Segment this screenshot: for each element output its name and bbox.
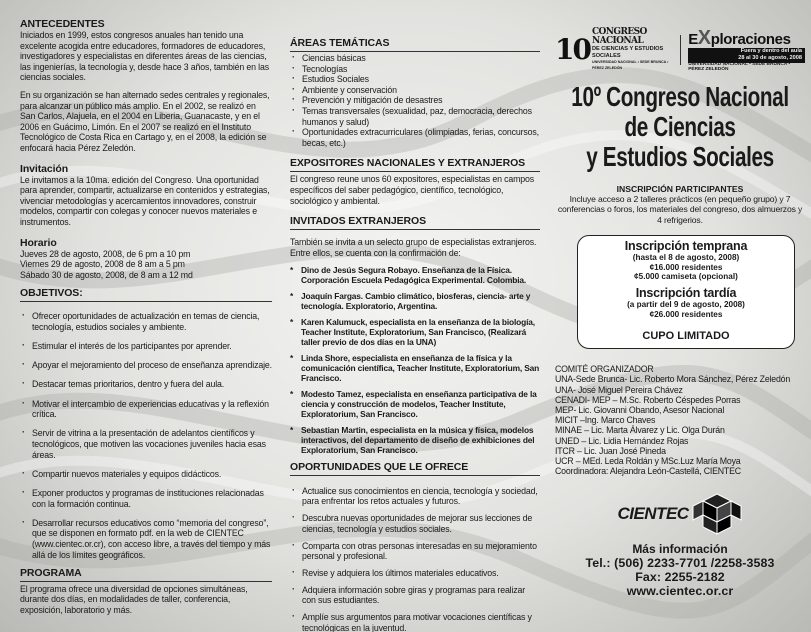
congreso-logo <box>555 28 673 72</box>
exploraciones-logo-text: ploraciones <box>710 30 791 48</box>
exploraciones-logo-e: E <box>688 30 698 48</box>
list-item: * Sebastian Martin, especialista en la música y física, modelos interactivos, del departamento de diseño de exhibiciones del Exploratorium, San Francisco. <box>290 425 540 455</box>
camiseta-price: ¢5.000 camiseta (opcional) <box>634 272 738 282</box>
comite-line: COMITÉ ORGANIZADOR <box>555 364 654 375</box>
cientec-logo-text: CIENTEC <box>617 504 689 524</box>
exploraciones-logo-sub: UNIVERSIDAD NACIONAL • SEDE BRUNCA • PÉREZ ZELEDÓN <box>688 61 791 72</box>
comite-line: UNA-Sede Brunca- Lic. Roberto Mora Sánchez, Pérez Zeledón <box>555 374 791 385</box>
temprana-price: ¢16.000 residentes <box>649 262 723 272</box>
horario-line: Sábado 30 de agosto, 2008, de 8 am a 12 md <box>20 269 193 280</box>
list-item: · Temas transversales (sexualidad, paz, democracia, derechos humanos y salud) <box>290 106 540 127</box>
pricing-box <box>577 235 795 349</box>
cientec-cube-icon <box>691 492 743 536</box>
comite-line: CENADI- MEP – M.Sc. Roberto Céspedes Porras <box>555 394 741 405</box>
tardia-dates: (a partir del 9 de agosto, 2008) <box>627 300 745 309</box>
title-line: de Ciencias <box>624 111 736 142</box>
cupo-limitado: CUPO LIMITADO <box>642 330 730 343</box>
list-item: · Ambiente y conservación <box>290 85 540 96</box>
horario-line: Jueves 28 de agosto, 2008, de 6 pm a 10 pm <box>20 248 191 259</box>
list-item: * Joaquín Fargas. Cambio climático, biosferas, ciencia- arte y tecnología. Exploratorio, Argentina. <box>290 291 540 311</box>
list-item: · Oportunidades extracurriculares (olimpiadas, ferias, concursos, becas, etc.) <box>290 127 540 148</box>
contact-phone: Tel.: (506) 2233-7701 /2258-3583 <box>585 556 775 571</box>
list-item: * Dino de Jesús Segura Robayo. Enseñanza de la Física. Corporación Escuela Pedagógica Experimental. Colombia. <box>290 265 540 285</box>
cientec-logo <box>555 492 805 536</box>
invitacion-text: Le invitamos a la 10ma. edición del Congreso. Una oportunidad para aprender, compartir, actualizarse en contenidos y estrategias, vivenciar metodologías y acercamientos innovadores, construir modelos, compartir con colegas y conocer nuevos materiales e instrumentos. <box>20 174 270 227</box>
list-item: · Descubra nuevas oportunidades de mejorar sus lecciones de ciencias, tecnología y estudios sociales. <box>290 513 540 534</box>
exploraciones-logo-dates: 28 al 30 de agosto, 2008 <box>688 55 805 63</box>
areas-heading: ÁREAS TEMÁTICAS <box>290 37 540 52</box>
page-title <box>558 82 802 172</box>
inscripcion-heading: INSCRIPCIÓN PARTICIPANTES <box>616 184 744 194</box>
list-item: · Comparta con otras personas interesadas en su mejoramiento personal y profesional. <box>290 541 540 562</box>
right-column <box>555 0 805 632</box>
horario-heading: Horario <box>20 236 57 249</box>
list-item: * Modesto Tamez, especialista en enseñanza participativa de la ciencia y construcción de modelos, Teacher Institute, Exploratorium, San Francisco. <box>290 389 540 419</box>
logos-row <box>555 26 805 72</box>
congreso-logo-line1: CONGRESO NACIONAL <box>591 27 647 47</box>
list-item: · Revise y adquiera los últimos materiales educativos. <box>290 568 540 579</box>
contact-heading: Más información <box>632 542 728 557</box>
contact-website[interactable]: www.cientec.or.cr <box>626 584 734 599</box>
congreso-logo-line2: DE CIENCIAS Y ESTUDIOS SOCIALES <box>591 46 664 59</box>
antecedentes-paragraph-2: En su organización se han alternado sedes centrales y regionales, para alcanzar un público más amplio. En el 2002, se realizó en San Carlos, Alajuela, en el 2004 en Liberia, Guanacaste, y en el 2006 en Guácimo, Limón. En el 2007 se realizó en el Instituto Tecnológico de Costa Rica en Cartago y, en el 2008, la edición se enfocará hacia Pérez Zeledón. <box>20 89 270 153</box>
objetivos-list <box>20 311 272 560</box>
list-item: · Destacar temas prioritarios, dentro y fuera del aula. <box>20 379 272 390</box>
congreso-logo-number: 10 <box>555 33 590 66</box>
comite-line: MEP- Lic. Giovanni Obando, Asesor Nacional <box>555 405 725 415</box>
contact-fax: Fax: 2255-2182 <box>635 570 725 585</box>
temprana-heading: Inscripción temprana <box>624 239 748 254</box>
expositores-heading: EXPOSITORES NACIONALES Y EXTRANJEROS <box>290 157 540 172</box>
list-item: · Adquiera información sobre giras y programas para realizar con sus estudiantes. <box>290 585 540 606</box>
list-item: · Tecnologías <box>290 64 540 75</box>
list-item: * Karen Kalumuck, especialista en la enseñanza de la biología, Teacher Institute, Exploratorium, San Francisco, (Realizará taller previo de dos días en la UNA) <box>290 317 540 347</box>
programa-text: El programa ofrece una diversidad de opciones simultáneas, durante dos días, en modalidades de taller, conferencia, exposición, laboratorio y más. <box>20 583 248 615</box>
list-item: · Servir de vitrina a la presentación de adelantos científicos y tecnológicos, que motiven las vocaciones juveniles hacia esas áreas. <box>20 428 272 460</box>
comite-line: Coordinadora: Alejandra León-Castellá, CIENTEC <box>555 466 741 477</box>
expositores-text: El congreso reune unos 60 expositores, especialistas en campos específicos del saber pedagógico, científico, tecnológico, sociológico y ambiental. <box>290 174 535 206</box>
invitados-list <box>290 265 540 454</box>
list-item: · Desarrollar recursos educativos como “memoria del congreso”, que se disponen en formato pdf. en la web de CIENTEC (www.cientec.or.cr), con acceso libre, a través del tiempo y más allá de los límites geográficos. <box>20 518 272 560</box>
antecedentes-paragraph-1: Iniciados en 1999, estos congresos anuales han tenido una excelente acogida entre educadores, formadores de educadores, investigadores y especialistas en diferentes áreas de las ciencias, las ingenierías, la tecnología y, desde hace 3 años, también en las ciencias sociales. <box>20 30 269 83</box>
list-item: · Exponer productos y programas de instituciones relacionadas con la formación continua. <box>20 488 272 509</box>
title-line: 10º Congreso Nacional <box>571 81 789 112</box>
list-item: · Ciencias básicas <box>290 53 540 64</box>
comite-line: UNED – Lic. Lidia Hernández Rojas <box>555 435 689 446</box>
programa-heading: PROGRAMA <box>20 567 272 582</box>
objetivos-heading: OBJETIVOS: <box>20 287 272 302</box>
antecedentes-heading: ANTECEDENTES <box>20 18 105 30</box>
list-item: · Prevención y mitigación de desastres <box>290 95 540 106</box>
list-item: · Ofrecer oportunidades de actualización en temas de ciencia, tecnología, estudios sociales y ambiente. <box>20 311 272 332</box>
comite-line: UNA- José Miguel Pereira Chávez <box>555 384 683 395</box>
congreso-logo-line3: UNIVERSIDAD NACIONAL • SEDE BRUNCA • PÉREZ ZELEDÓN <box>591 60 669 71</box>
list-item: · Amplíe sus argumentos para motivar vocaciones científicas y tecnológicas en la juventud. <box>290 612 540 632</box>
tardia-price: ¢26.000 residentes <box>649 309 723 319</box>
middle-column <box>290 0 540 632</box>
oportunidades-list <box>290 486 540 632</box>
invitacion-heading: Invitación <box>20 162 69 175</box>
comite-line: MICIT –Ing. Marco Chaves <box>555 415 656 426</box>
comite-organizador <box>555 364 805 476</box>
title-line: y Estudios Sociales <box>586 141 774 172</box>
exploraciones-logo <box>688 28 805 73</box>
list-item: · Compartir nuevos materiales y equipos didácticos. <box>20 469 272 480</box>
inscripcion-text: Incluye acceso a 2 talleres prácticos (en pequeño grupo) y 7 conferencias o foros, los materiales del congreso, dos almuerzos y 4 refrigerios. <box>557 194 803 225</box>
temprana-dates: (hasta el 8 de agosto, 2008) <box>632 253 740 263</box>
list-item: · Apoyar el mejoramiento del proceso de enseñanza aprendizaje. <box>20 360 272 371</box>
horario-line: Viernes 29 de agosto, 2008 de 8 am a 5 pm <box>20 259 185 270</box>
list-item: · Estimular el interés de los participantes por aprender. <box>20 341 272 352</box>
invitados-intro: También se invita a un selecto grupo de especialistas extranjeros. Entre ellos, se cuenta con la confirmación de: <box>290 237 537 258</box>
areas-list <box>290 53 540 148</box>
invitados-heading: INVITADOS EXTRANJEROS <box>290 215 540 230</box>
contact-info <box>555 542 805 598</box>
list-item: · Estudios Sociales <box>290 74 540 85</box>
tardia-heading: Inscripción tardía <box>635 286 737 300</box>
comite-line: UCR – MEd. Leda Roldán y MSc.Luz María Moya <box>555 456 741 467</box>
left-column <box>20 0 272 632</box>
comite-line: MINAE – Lic. Marta Álvarez y Lic. Olga Durán <box>555 425 725 436</box>
list-item: · Motivar el intercambio de experiencias educativas y la reflexión crítica. <box>20 399 272 420</box>
logo-divider <box>680 35 681 65</box>
comite-line: ITCR – Lic. Juan José Pineda <box>555 445 666 456</box>
exploraciones-logo-tagline: Fuera y dentro del aula <box>688 48 805 56</box>
list-item: · Actualice sus conocimientos en ciencia, tecnología y sociedad, para enfrentar los retos actuales y futuros. <box>290 486 540 507</box>
exploraciones-logo-x: X <box>697 26 711 49</box>
oportunidades-heading: OPORTUNIDADES QUE LE OFRECE <box>290 461 540 476</box>
list-item: * Linda Shore, especialista en enseñanza de la física y la comunicación científica, Teacher Institute, Exploratorium, San Francisco. <box>290 353 540 383</box>
